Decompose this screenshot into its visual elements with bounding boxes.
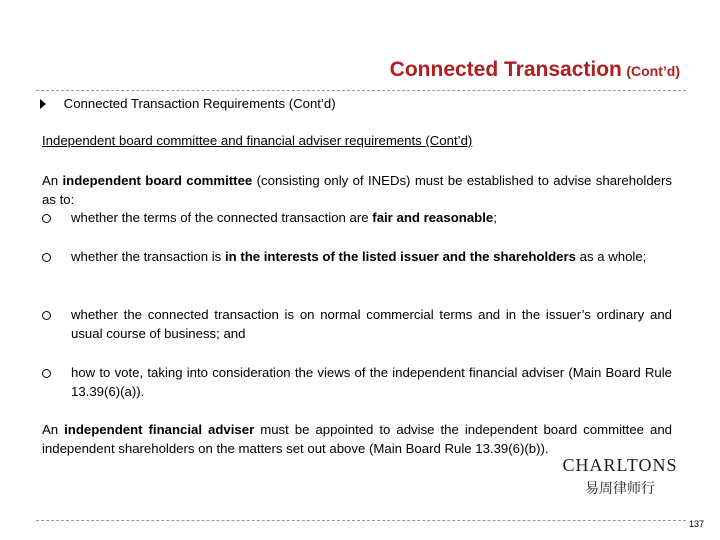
list-item-text-bold: in the interests of the listed issuer and the shareholders [224, 249, 576, 264]
circle-bullet-icon [42, 311, 51, 320]
list-item-text-pre: whether the terms of the connected transaction are [71, 210, 373, 225]
list-item-text-post: as a whole; [575, 249, 647, 264]
list-item [42, 363, 672, 401]
list-item-text [71, 363, 672, 401]
closing-text-post: must be appointed to advise the independent board committee and independent shareholders on the matters set out above (Main Board Rule 13.39(6)(b)). [42, 422, 672, 456]
intro-text-pre: An [42, 173, 63, 188]
slide-title [390, 58, 680, 82]
intro-paragraph [42, 171, 672, 209]
list-item [42, 208, 672, 227]
subheading-text: Connected Transaction Requirements (Cont’d) [63, 96, 336, 111]
circle-bullet-icon [42, 253, 51, 262]
slide-title-suffix: (Cont’d) [626, 63, 680, 79]
footer-divider [36, 520, 686, 521]
header-divider [36, 90, 686, 91]
list-item-text-pre: whether the connected transaction is on normal commercial terms and in the issuer’s ordinary and usual course of business; and [71, 307, 672, 341]
logo-wordmark: CHARLTONS [562, 455, 678, 475]
list-item-text-pre: how to vote, taking into consideration the views of the independent financial adviser (Main Board Rule 13.39(6)(a)). [71, 365, 672, 399]
list-item-text-post: ; [493, 210, 497, 225]
closing-paragraph [42, 420, 672, 458]
list-item-text [71, 208, 672, 227]
intro-text-bold: independent board committee [62, 173, 253, 188]
list-item [42, 247, 672, 266]
circle-bullet-icon [42, 369, 51, 378]
list-item-text [71, 305, 672, 343]
triangle-bullet-icon [40, 99, 46, 109]
list-item-text-bold: fair and reasonable [372, 210, 494, 225]
logo-chinese: 易周律师行 [585, 481, 655, 497]
intro-text-post: (consisting only of INEDs) must be established to advise shareholders as to: [42, 173, 673, 207]
closing-text-pre: An [42, 422, 65, 437]
page-number: 137 [688, 519, 704, 529]
list-item-text-pre: whether the transaction is [71, 249, 225, 264]
slide-title-main: Connected Transaction [389, 58, 622, 81]
section-title: Independent board committee and financial adviser requirements (Cont’d) [42, 133, 473, 148]
charltons-logo [560, 455, 680, 498]
circle-bullet-icon [42, 214, 51, 223]
list-item-text [71, 247, 672, 266]
subheading [40, 96, 336, 111]
list-item [42, 305, 672, 343]
closing-text-bold: independent financial adviser [64, 422, 255, 437]
